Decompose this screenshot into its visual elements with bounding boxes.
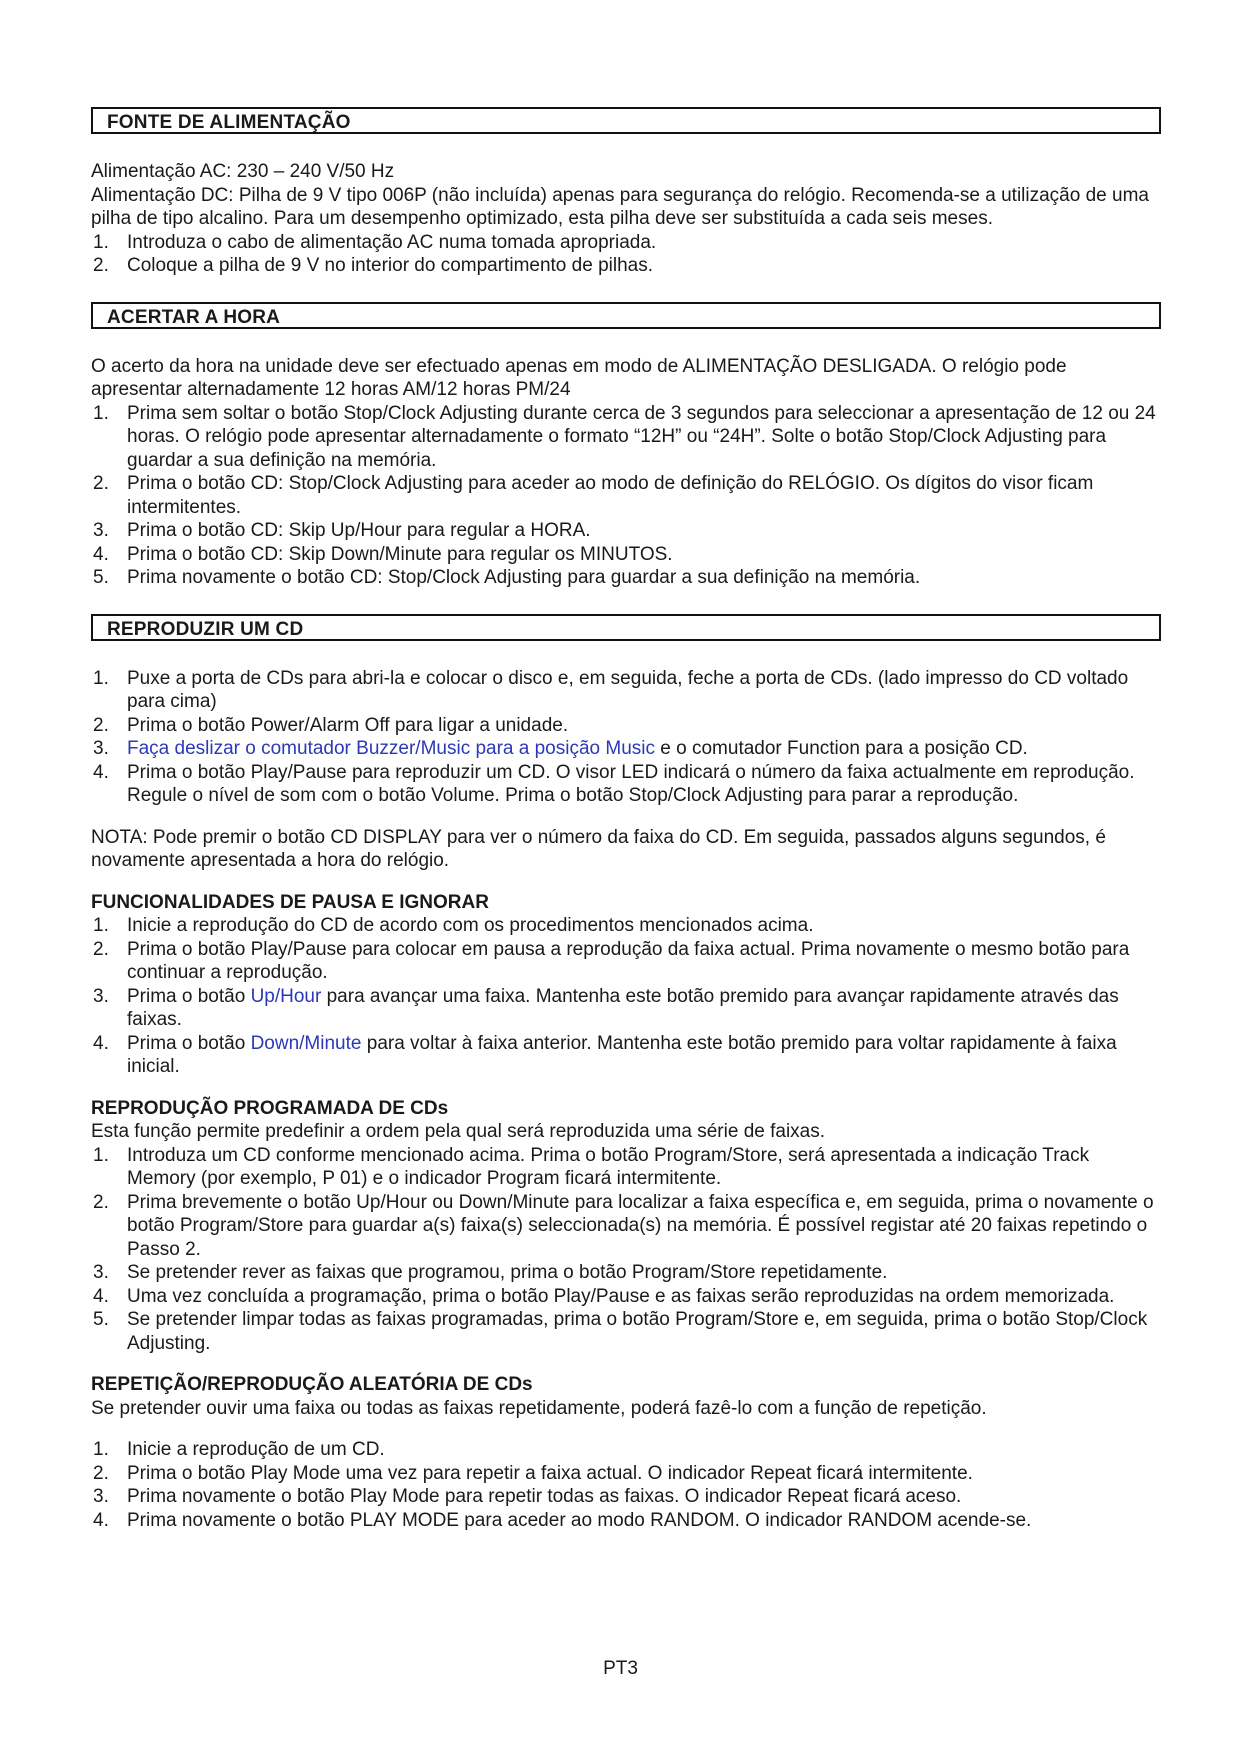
repeat-intro-text: Se pretender ouvir uma faixa ou todas as faixas repetidamente, poderá fazê-lo com a função de repetição.	[91, 1397, 987, 1419]
list-item	[91, 1261, 1161, 1285]
page-number: PT3	[603, 1658, 638, 1679]
list-item	[91, 1285, 1161, 1309]
list-number: 1.	[93, 402, 109, 424]
list-number: 4.	[93, 761, 109, 783]
list-item-text: para avançar uma faixa. Mantenha este botão premido para avançar rapidamente através das faixas.	[127, 985, 1119, 1030]
list-item	[91, 1462, 1161, 1486]
list-item-text: Introduza um CD conforme mencionado acima. Prima o botão Program/Store, será apresentada a indicação Track Memory (por exemplo, P 01) e o indicador Program ficará intermitente.	[127, 1144, 1090, 1189]
list-number: 2.	[93, 1462, 109, 1484]
list-item-text: Prima o botão Play Mode uma vez para repetir a faixa actual. O indicador Repeat ficará intermitente.	[127, 1462, 973, 1484]
play-note-text: NOTA: Pode premir o botão CD DISPLAY para ver o número da faixa do CD. Em seguida, passados alguns segundos, é novamente apresentada a hora do relógio.	[91, 826, 1106, 871]
list-number: 4.	[93, 1032, 109, 1054]
section-header-play: REPRODUZIR UM CD	[91, 614, 1161, 641]
list-number: 3.	[93, 1486, 109, 1507]
list-number: 1.	[93, 667, 109, 689]
list-item	[91, 566, 1161, 590]
list-number: 2.	[93, 255, 109, 276]
list-number: 2.	[93, 1191, 109, 1213]
power-dc-text: Alimentação DC: Pilha de 9 V tipo 006P (não incluída) apenas para segurança do relógio. Recomenda-se a utilização de uma pilha de tipo alcalino. Para um desempenho optimizado, esta pilha deve ser substituída a cada seis meses.	[91, 184, 1149, 229]
power-ac-text: Alimentação AC: 230 – 240 V/50 Hz	[91, 161, 395, 182]
list-item-text: Prima o botão	[127, 985, 251, 1007]
power-steps-list	[91, 231, 1161, 278]
repeat-steps-list	[91, 1438, 1161, 1532]
list-number: 1.	[93, 915, 109, 936]
list-item-text: Prima o botão CD: Skip Up/Hour para regular a HORA.	[127, 520, 591, 541]
list-item-text: Uma vez concluída a programação, prima o botão Play/Pause e as faixas serão reproduzidas na ordem memorizada.	[127, 1285, 1115, 1307]
list-item	[91, 1191, 1161, 1262]
play-steps-list	[91, 667, 1161, 808]
list-item	[91, 714, 1161, 738]
subheading-repeat: REPETIÇÃO/REPRODUÇÃO ALEATÓRIA DE CDs	[91, 1374, 533, 1395]
list-number: 5.	[93, 1309, 109, 1330]
list-item	[91, 1509, 1161, 1533]
clock-steps-list	[91, 402, 1161, 590]
list-number: 2.	[93, 473, 109, 494]
list-number: 3.	[93, 985, 109, 1007]
list-item-text: Introduza o cabo de alimentação AC numa tomada apropriada.	[127, 231, 657, 253]
list-item	[91, 1308, 1161, 1355]
list-item	[91, 737, 1161, 761]
list-item	[91, 914, 1161, 938]
list-item	[91, 472, 1161, 519]
list-number: 3.	[93, 738, 109, 759]
list-item	[91, 543, 1161, 567]
list-number: 1.	[93, 231, 109, 253]
list-item-text: Prima o botão Power/Alarm Off para ligar a unidade.	[127, 714, 569, 736]
list-item-text: Prima novamente o botão PLAY MODE para aceder ao modo RANDOM. O indicador RANDOM acende-se.	[127, 1509, 1032, 1531]
list-number: 4.	[93, 1509, 109, 1531]
list-item-text: Prima o botão Play/Pause para colocar em pausa a reprodução da faixa actual. Prima novamente o mesmo botão para continuar a reprodução.	[127, 938, 1130, 983]
list-item	[91, 761, 1161, 808]
page-footer	[0, 1657, 1241, 1680]
pause-steps-list	[91, 914, 1161, 1079]
highlighted-text: Down/Minute	[250, 1032, 362, 1054]
clock-intro-text: O acerto da hora na unidade deve ser efectuado apenas em modo de ALIMENTAÇÃO DESLIGADA. O relógio pode apresentar alternadamente 12 horas AM/12 horas PM/24	[91, 355, 1067, 400]
list-number: 5.	[93, 567, 109, 588]
list-item-text: Se pretender limpar todas as faixas programadas, prima o botão Program/Store e, em seguida, prima o botão Stop/Clock Adjusting.	[127, 1309, 1148, 1354]
highlighted-text: Up/Hour	[250, 985, 322, 1007]
list-item-text: e o comutador Function para a posição CD.	[655, 738, 1028, 759]
list-number: 3.	[93, 1262, 109, 1283]
list-item	[91, 1438, 1161, 1462]
list-item-text: Prima sem soltar o botão Stop/Clock Adjusting durante cerca de 3 segundos para seleccionar a apresentação de 12 ou 24 horas. O relógio pode apresentar alternadamente o formato “12H” ou “24H”. Solte o botão Stop/Clock Adjusting para guardar a sua definição na memória.	[127, 402, 1156, 471]
section-header-clock: ACERTAR A HORA	[91, 302, 1161, 329]
list-item-text: Inicie a reprodução de um CD.	[127, 1439, 385, 1460]
section-header-power: FONTE DE ALIMENTAÇÃO	[91, 107, 1161, 134]
subheading-pause: FUNCIONALIDADES DE PAUSA E IGNORAR	[91, 891, 489, 913]
list-number: 4.	[93, 543, 109, 565]
highlighted-text: Faça deslizar o comutador Buzzer/Music para a posição Music	[127, 738, 656, 759]
list-item	[91, 254, 1161, 278]
list-item	[91, 402, 1161, 473]
list-item-text: Prima o botão CD: Stop/Clock Adjusting para aceder ao modo de definição do RELÓGIO. Os dígitos do visor ficam intermitentes.	[127, 473, 1094, 518]
document-page	[91, 107, 1161, 1532]
list-item-text: para voltar à faixa anterior. Mantenha este botão premido para voltar rapidamente à faixa inicial.	[127, 1032, 1117, 1077]
list-item	[91, 938, 1161, 985]
program-intro-text: Esta função permite predefinir a ordem pela qual será reproduzida uma série de faixas.	[91, 1121, 826, 1142]
list-item	[91, 231, 1161, 255]
list-item	[91, 1485, 1161, 1509]
list-item-text: Inicie a reprodução do CD de acordo com os procedimentos mencionados acima.	[127, 915, 814, 936]
list-item-text: Prima novamente o botão Play Mode para repetir todas as faixas. O indicador Repeat ficará aceso.	[127, 1486, 962, 1507]
list-item-text: Puxe a porta de CDs para abri-la e colocar o disco e, em seguida, feche a porta de CDs. (lado impresso do CD voltado para cima)	[127, 667, 1129, 712]
list-item	[91, 519, 1161, 543]
list-item-text: Se pretender rever as faixas que programou, prima o botão Program/Store repetidamente.	[127, 1262, 888, 1283]
list-number: 1.	[93, 1144, 109, 1166]
list-item	[91, 667, 1161, 714]
list-item-text: Prima novamente o botão CD: Stop/Clock Adjusting para guardar a sua definição na memória.	[127, 567, 921, 588]
list-item	[91, 985, 1161, 1032]
list-item-text: Prima o botão Play/Pause para reproduzir um CD. O visor LED indicará o número da faixa actualmente em reprodução. Regule o nível de som com o botão Volume. Prima o botão Stop/Clock Adjusting para parar a reprodução.	[127, 761, 1135, 806]
program-steps-list	[91, 1144, 1161, 1356]
list-item-text: Prima o botão	[127, 1032, 251, 1054]
subheading-program: REPRODUÇÃO PROGRAMADA DE CDs	[91, 1097, 449, 1119]
list-number: 2.	[93, 938, 109, 960]
list-item-text: Prima o botão CD: Skip Down/Minute para regular os MINUTOS.	[127, 543, 673, 565]
list-number: 1.	[93, 1439, 109, 1460]
list-item	[91, 1144, 1161, 1191]
list-number: 3.	[93, 520, 109, 541]
list-number: 2.	[93, 714, 109, 736]
list-item-text: Coloque a pilha de 9 V no interior do compartimento de pilhas.	[127, 255, 653, 276]
list-item-text: Prima brevemente o botão Up/Hour ou Down/Minute para localizar a faixa específica e, em seguida, prima o novamente o botão Program/Store para guardar a(s) faixa(s) seleccionada(s) na memória. É possível registar até 20 faixas repetindo o Passo 2.	[127, 1191, 1154, 1260]
list-number: 4.	[93, 1285, 109, 1307]
list-item	[91, 1032, 1161, 1079]
